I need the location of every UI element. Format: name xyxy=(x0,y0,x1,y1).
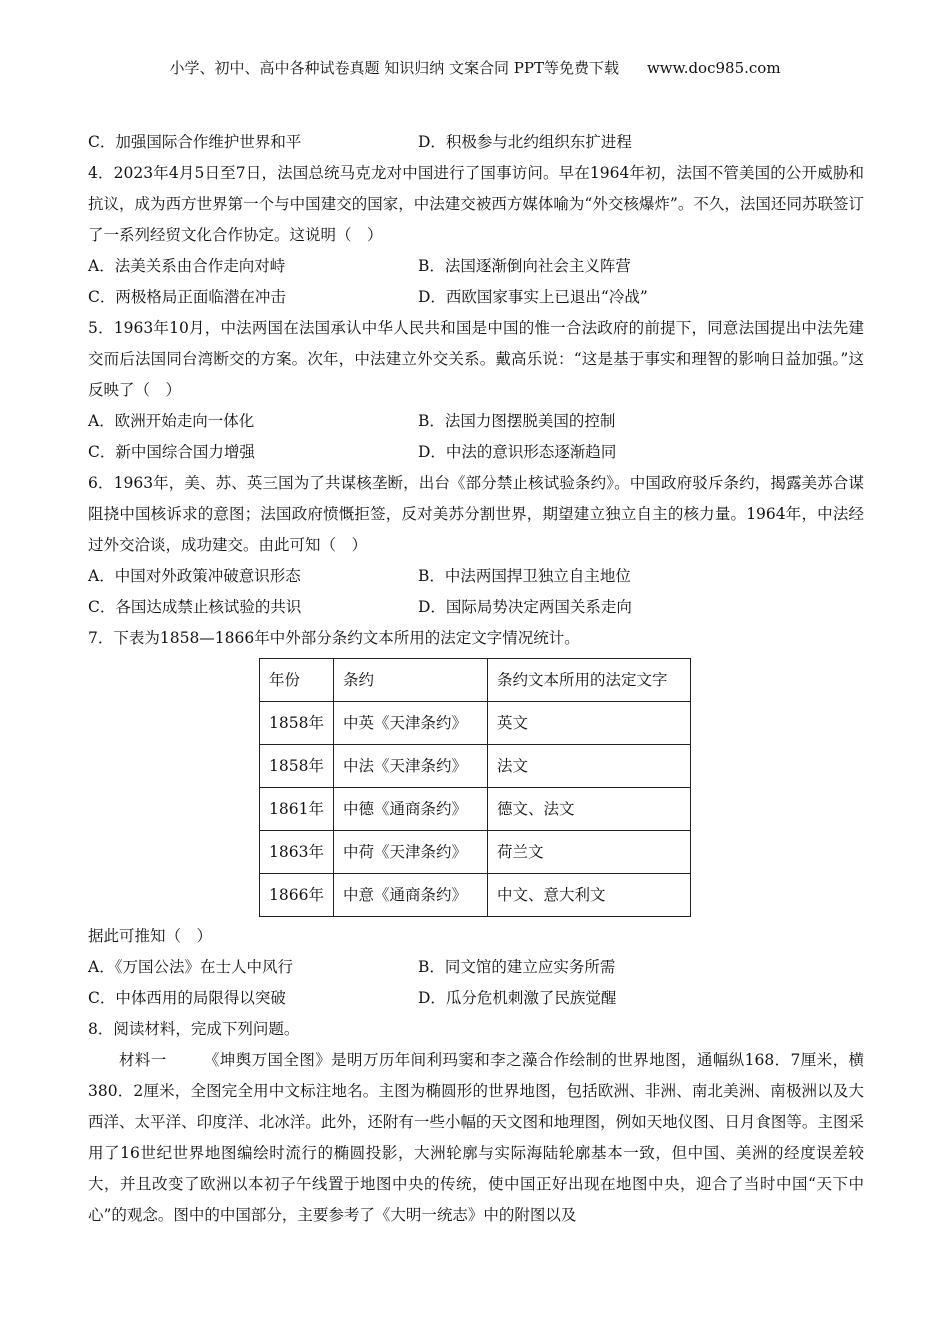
option-d: D．国际局势决定两国关系走向 xyxy=(418,598,632,616)
q4-stem: 4．2023年4月5日至7日，法国总统马克龙对中国进行了国事访问。早在1964年初，法国不管美国的公开威胁和抗议，成为西方世界第一个与中国建交的国家，中法建交被西方媒体喻为“外交核爆炸”。不久，法国还同苏联签订了一系列经贸文化合作协定。这说明（ ） xyxy=(88,164,864,244)
q4-options xyxy=(88,251,864,313)
cell-language: 荷兰文 xyxy=(488,831,691,874)
option-d: D．中法的意识形态逐渐趋同 xyxy=(418,443,617,461)
table-row xyxy=(260,745,691,788)
q7-stem: 7．下表为1858—1866年中外部分条约文本所用的法定文字情况统计。 xyxy=(88,629,580,647)
option-b: B．中法两国捍卫独立自主地位 xyxy=(418,567,631,585)
cell-treaty: 中荷《天津条约》 xyxy=(334,831,488,874)
cell-year: 1866年 xyxy=(260,874,334,917)
option-a: A．中国对外政策冲破意识形态 xyxy=(88,567,301,585)
material-label: 材料一 xyxy=(119,1051,167,1069)
header-treaty: 条约 xyxy=(334,659,488,702)
cell-language: 德文、法文 xyxy=(488,788,691,831)
treaty-table xyxy=(259,658,691,917)
page-header xyxy=(0,57,950,78)
q8-material-1 xyxy=(88,1045,864,1231)
table-row xyxy=(260,788,691,831)
table-row xyxy=(260,702,691,745)
q6-stem: 6．1963年，美、苏、英三国为了共谋核垄断，出台《部分禁止核试验条约》。中国政府驳斥条约，揭露美苏合谋阻挠中国核诉求的意图；法国政府愤慨拒签，反对美苏分割世界，期望建立独立自主的核力量。1964年，中法经过外交洽谈，成功建交。由此可知（ ） xyxy=(88,474,864,554)
cell-language: 英文 xyxy=(488,702,691,745)
q5-stem: 5．1963年10月，中法两国在法国承认中华人民共和国是中国的惟一合法政府的前提下，同意法国提出中法先建交而后法国同台湾断交的方案。次年，中法建立外交关系。戴高乐说：“这是基于事实和理智的影响日益加强。”这反映了（ ） xyxy=(88,319,864,399)
option-b: B．同文馆的建立应实务所需 xyxy=(418,958,616,976)
header-language: 条约文本所用的法定文字 xyxy=(488,659,691,702)
q8-stem: 8．阅读材料，完成下列问题。 xyxy=(88,1020,300,1038)
cell-year: 1863年 xyxy=(260,831,334,874)
option-a: A．法美关系由合作走向对峙 xyxy=(88,257,286,275)
q6-options xyxy=(88,561,864,623)
table-row xyxy=(260,874,691,917)
option-d: D．积极参与北约组织东扩进程 xyxy=(418,133,632,151)
cell-year: 1858年 xyxy=(260,745,334,788)
option-c: C．新中国综合国力增强 xyxy=(88,443,255,461)
table-header-row xyxy=(260,659,691,702)
cell-treaty: 中法《天津条约》 xyxy=(334,745,488,788)
material-text: 《坤舆万国全图》是明万历年间利玛窦和李之藻合作绘制的世界地图，通幅纵168．7厘米，横380．2厘米，全图完全用中文标注地名。主图为椭圆形的世界地图，包括欧洲、非洲、南北美洲、南极洲以及大西洋、太平洋、印度洋、北冰洋。此外，还附有一些小幅的天文图和地理图，例如天地仪图、日月食图等。主图采用了16世纪世界地图编绘时流行的椭圆投影，大洲轮廓与实际海陆轮廓基本一致，但中国、美洲的经度误差较大，并且改变了欧洲以本初子午线置于地图中央的传统，使中国正好出现在地图中央，迎合了当时中国“天下中心”的观念。图中的中国部分，主要参考了《大明一统志》中的附图以及 xyxy=(88,1051,864,1224)
option-c: C．各国达成禁止核试验的共识 xyxy=(88,598,302,616)
option-b: B．法国逐渐倒向社会主义阵营 xyxy=(418,257,631,275)
option-c: C．中体西用的局限得以突破 xyxy=(88,989,286,1007)
cell-treaty: 中英《天津条约》 xyxy=(334,702,488,745)
cell-treaty: 中德《通商条约》 xyxy=(334,788,488,831)
cell-year: 1861年 xyxy=(260,788,334,831)
option-a: A．《万国公法》在士人中风行 xyxy=(88,958,293,976)
cell-language: 法文 xyxy=(488,745,691,788)
header-text: 小学、初中、高中各种试卷真题 知识归纳 文案合同 PPT等免费下载 xyxy=(169,59,619,77)
q5-options xyxy=(88,406,864,468)
table-row xyxy=(260,831,691,874)
q3-options xyxy=(88,127,864,158)
cell-year: 1858年 xyxy=(260,702,334,745)
option-a: A．欧洲开始走向一体化 xyxy=(88,412,255,430)
q7-options xyxy=(88,952,864,1014)
option-d: D．西欧国家事实上已退出“冷战” xyxy=(418,288,648,306)
option-d: D．瓜分危机刺激了民族觉醒 xyxy=(418,989,617,1007)
option-c: C．加强国际合作维护世界和平 xyxy=(88,133,302,151)
option-b: B．法国力图摆脱美国的控制 xyxy=(418,412,616,430)
q7-after-table: 据此可推知（ ） xyxy=(88,927,213,945)
option-c: C．两极格局正面临潜在冲击 xyxy=(88,288,286,306)
exam-content xyxy=(88,127,864,1231)
cell-treaty: 中意《通商条约》 xyxy=(334,874,488,917)
header-url[interactable]: www.doc985.com xyxy=(646,59,781,77)
header-year: 年份 xyxy=(260,659,334,702)
cell-language: 中文、意大利文 xyxy=(488,874,691,917)
